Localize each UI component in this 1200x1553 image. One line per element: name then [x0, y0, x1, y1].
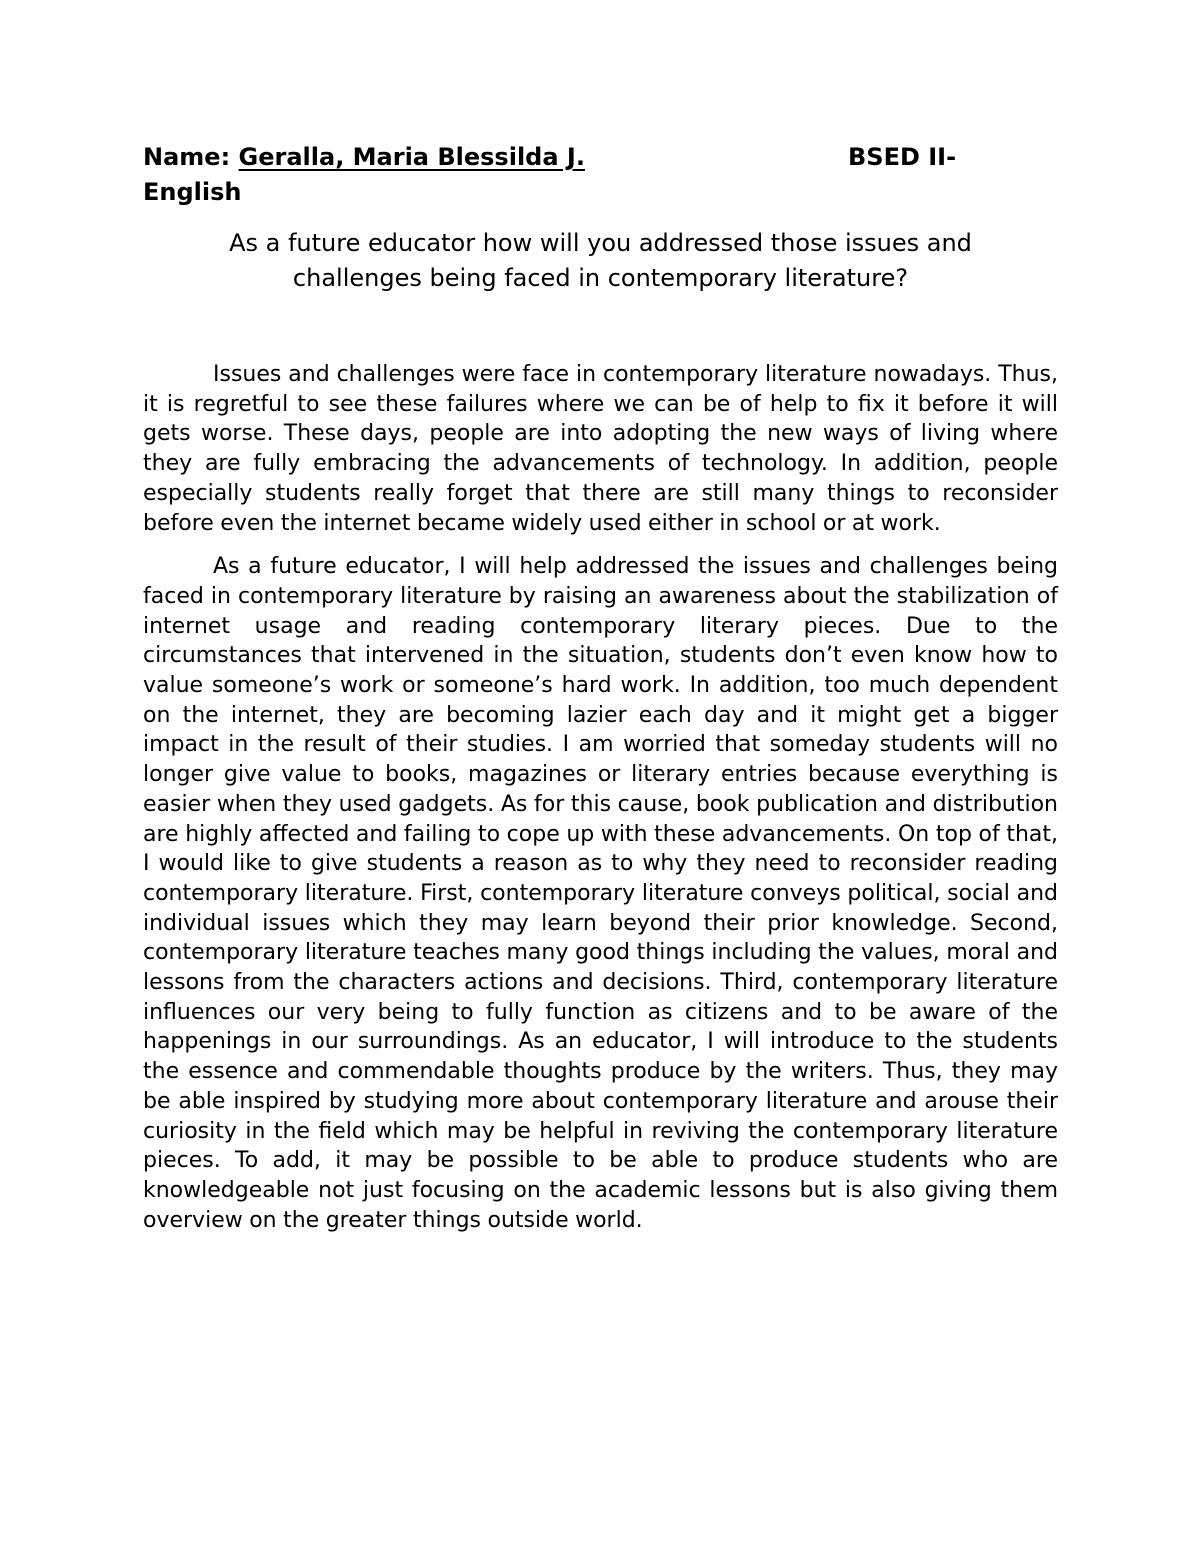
- course-label-continuation: English: [143, 178, 242, 206]
- essay-question: [143, 226, 1058, 296]
- paragraph-2: As a future educator, I will help addressed the issues and challenges being faced in contemporary literature by raising an awareness about the stabilization of internet usage and reading contemporary literary pieces. Due to the circumstances that intervened in the situation, students don’t even know how to value someone’s work or someone’s hard work. In addition, too much dependent on the internet, they are becoming lazier each day and it might get a bigger impact in the result of their studies. I am worried that someday students will no longer give value to books, magazines or literary entries because everything is easier when they used gadgets. As for this cause, book publication and distribution are highly affected and failing to cope up with these advancements. On top of that, I would like to give students a reason as to why they need to reconsider reading contemporary literature. First, contemporary literature conveys political, social and individual issues which they may learn beyond their prior knowledge. Second, contemporary literature teaches many good things including the values, moral and lessons from the characters actions and decisions. Third, contemporary literature influences our very being to fully function as citizens and to be aware of the happenings in our surroundings. As an educator, I will introduce to the students the essence and commendable thoughts produce by the writers. Thus, they may be able inspired by studying more about contemporary literature and arouse their curiosity in the field which may be helpful in reviving the contemporary literature pieces. To add, it may be possible to be able to produce students who are knowledgeable not just focusing on the academic lessons but is also giving them overview on the greater things outside world.: [143, 554, 1058, 1233]
- question-line-1: As a future educator how will you addressed those issues and: [229, 229, 972, 257]
- name-label: Name:: [143, 143, 239, 171]
- course-label: BSED II-: [848, 143, 957, 171]
- essay-body: [143, 360, 1058, 1249]
- student-name: Geralla, Maria Blessilda J.: [238, 143, 585, 171]
- question-line-2: challenges being faced in contemporary literature?: [292, 264, 909, 292]
- paragraph-1: Issues and challenges were face in contemporary literature nowadays. Thus, it is regretful to see these failures where we can be of help to fix it before it will gets worse. These days, people are into adopting the new ways of living where they are fully embracing the advancements of technology. In addition, people especially students really forget that there are still many things to reconsider before even the internet became widely used either in school or at work.: [143, 362, 1058, 536]
- document-header: [143, 140, 1003, 210]
- header-first-line: [143, 140, 1003, 175]
